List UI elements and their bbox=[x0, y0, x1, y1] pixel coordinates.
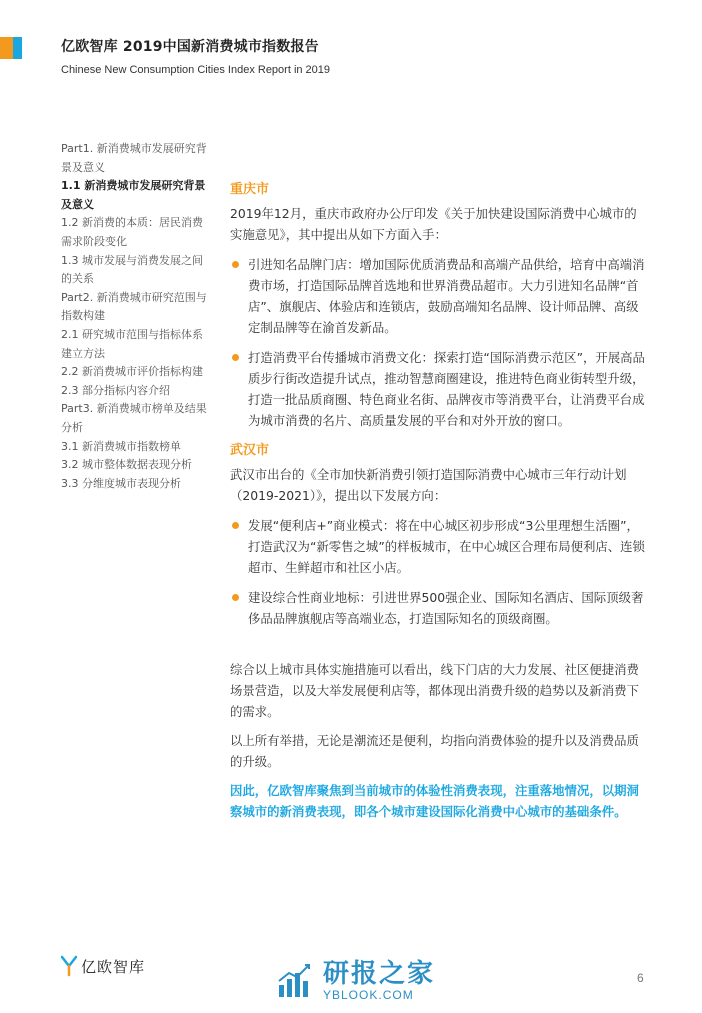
toc-item[interactable]: 3.2 城市整体数据表现分析 bbox=[61, 458, 192, 472]
toc-item-active[interactable]: 1.1 新消费城市发展研究背景及意义 bbox=[61, 179, 206, 211]
toc-item[interactable]: 1.3 城市发展与消费发展之间的关系 bbox=[61, 253, 203, 286]
bullet-item bbox=[230, 515, 645, 578]
bullet-dot-icon bbox=[232, 594, 239, 601]
watermark-text-cn: 研报之家 bbox=[323, 959, 436, 989]
page-number: 6 bbox=[637, 971, 644, 985]
report-subtitle: Chinese New Consumption Cities Index Report in 2019 bbox=[61, 64, 331, 76]
city-heading-chongqing: 重庆市 bbox=[230, 182, 270, 197]
bullet-text: 打造消费平台传播城市消费文化：探索打造“国际消费示范区”，开展高品质步行街改造提升试点，推动智慧商圈建设，推进特色商业街转型升级，打造一批品质商圈、特色商业名街、品牌夜市等消费平台，让消费平台成为城市消费的名片、高质量发展的平台和对外开放的窗口。 bbox=[248, 350, 645, 428]
toc-item[interactable]: 2.2 新消费城市评价指标构建 bbox=[61, 365, 203, 379]
bullet-item bbox=[230, 347, 645, 431]
toc-item[interactable]: 1.2 新消费的本质：居民消费需求阶段变化 bbox=[61, 216, 203, 248]
toc-item[interactable]: Part1. 新消费城市发展研究背景及意义 bbox=[61, 142, 207, 174]
watermark-text-en: YBLOOK.COM bbox=[323, 988, 414, 1002]
toc-item[interactable]: Part3. 新消费城市榜单及结果分析 bbox=[61, 402, 207, 434]
city-heading-wuhan: 武汉市 bbox=[230, 443, 270, 458]
logo-text: 亿欧智库 bbox=[81, 957, 146, 976]
watermark bbox=[275, 960, 435, 1002]
toc-item[interactable]: 2.1 研究城市范围与指标体系建立方法 bbox=[61, 327, 203, 360]
bullet-dot-icon bbox=[232, 522, 239, 529]
wuhan-section bbox=[230, 439, 645, 629]
chongqing-section bbox=[230, 178, 645, 431]
report-title: 亿欧智库 2019中国新消费城市指数报告 bbox=[61, 39, 319, 55]
bullet-item bbox=[230, 587, 645, 629]
header-accent-orange bbox=[0, 37, 13, 59]
logo-y-icon bbox=[61, 955, 77, 977]
bullet-text: 引进知名品牌门店：增加国际优质消费品和高端产品供给，培育中高端消费市场，打造国际品牌首选地和世界消费品超市。大力引进知名品牌“首店”、旗舰店、体验店和连锁店，鼓励高端知名品牌、设计师品牌、高级定制品牌等在渝首发新品。 bbox=[248, 257, 645, 335]
bullet-dot-icon bbox=[232, 261, 239, 268]
watermark-chart-icon bbox=[275, 961, 315, 1001]
toc-item[interactable]: Part2. 新消费城市研究范围与指数构建 bbox=[61, 290, 207, 323]
conclusion-paragraph: 因此，亿欧智库聚焦到当前城市的体验性消费表现，注重落地情况，以期洞察城市的新消费表现，即各个城市建设国际化消费中心城市的基础条件。 bbox=[230, 783, 639, 819]
bullet-text: 发展“便利店+”商业模式：将在中心城区初步形成“3公里理想生活圈”，打造武汉为“新零售之城”的样板城市，在中心城区合理布局便利店、连锁超市、生鲜超市和社区小店。 bbox=[248, 518, 645, 575]
brand-logo bbox=[61, 955, 145, 977]
header-accent-blue bbox=[13, 37, 22, 59]
bullet-text: 建设综合性商业地标：引进世界500强企业、国际知名酒店、国际顶级奢侈品品牌旗舰店等高端业态，打造国际知名的顶级商圈。 bbox=[248, 590, 644, 626]
summary-paragraph-1: 综合以上城市具体实施措施可以看出，线下门店的大力发展、社区便捷消费场景营造，以及大举发展便利店等，都体现出消费升级的趋势以及新消费下的需求。 bbox=[230, 662, 639, 719]
toc-item[interactable]: 2.3 部分指标内容介绍 bbox=[61, 383, 170, 397]
chongqing-intro: 2019年12月，重庆市政府办公厅印发《关于加快建设国际消费中心城市的实施意见》，其中提出从如下方面入手： bbox=[230, 206, 637, 242]
main-content bbox=[230, 178, 645, 822]
wuhan-intro: 武汉市出台的《全市加快新消费引领打造国际消费中心城市三年行动计划（2019-2021）》，提出以下发展方向： bbox=[230, 467, 627, 503]
toc-item[interactable]: 3.1 新消费城市指数榜单 bbox=[61, 439, 181, 453]
table-of-contents bbox=[61, 140, 211, 493]
toc-item[interactable]: 3.3 分维度城市表现分析 bbox=[61, 476, 181, 490]
summary-paragraph-2: 以上所有举措，无论是潮流还是便利，均指向消费体验的提升以及消费品质的升级。 bbox=[230, 733, 639, 769]
bullet-item bbox=[230, 254, 645, 338]
bullet-dot-icon bbox=[232, 354, 239, 361]
